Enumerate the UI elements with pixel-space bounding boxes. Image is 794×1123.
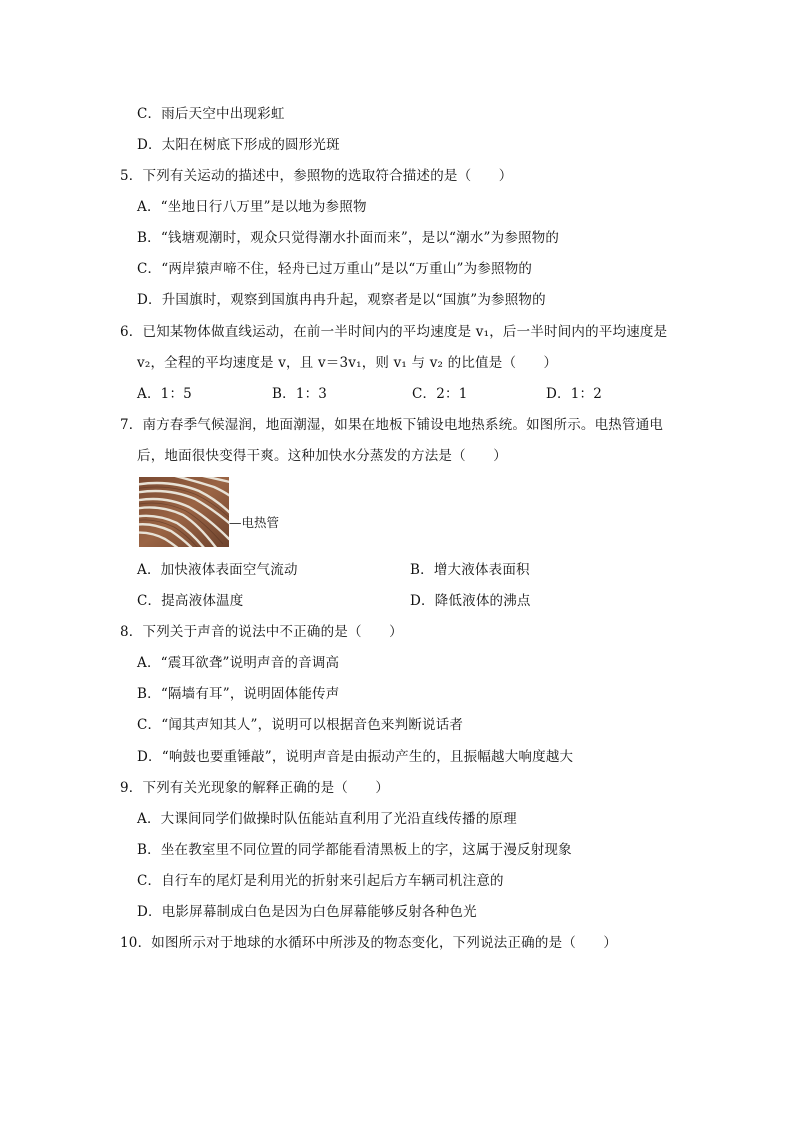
figure-label-text: 电热管	[241, 515, 280, 530]
q6-option-d: D．1：2	[546, 386, 603, 402]
heating-pipe-illustration	[139, 477, 229, 547]
q4-option-c: C．雨后天空中出现彩虹	[137, 106, 285, 122]
question-5: 5．下列有关运动的描述中，参照物的选取符合描述的是（ ）	[120, 168, 513, 184]
q5-option-b: B．“钱塘观潮时，观众只觉得潮水扑面而来”，是以“潮水”为参照物的	[137, 230, 560, 246]
question-7-line-2: 后，地面很快变得干爽。这种加快水分蒸发的方法是（ ）	[137, 448, 507, 464]
q9-option-d: D．电影屏幕制成白色是因为白色屏幕能够反射各种色光	[137, 904, 477, 920]
question-9: 9．下列有关光现象的解释正确的是（ ）	[120, 780, 390, 796]
q8-option-a: A．“震耳欲聋”说明声音的音调高	[137, 655, 340, 671]
q8-option-d: D．“响鼓也要重锤敲”，说明声音是由振动产生的，且振幅越大响度越大	[137, 749, 574, 765]
question-8: 8．下列关于声音的说法中不正确的是（ ）	[120, 624, 403, 640]
label-leader-line: —	[229, 515, 242, 530]
q8-option-c: C．“闻其声知其人”，说明可以根据音色来判断说话者	[137, 717, 464, 733]
q5-option-d: D．升国旗时，观察到国旗冉冉升起，观察者是以“国旗”为参照物的	[137, 292, 546, 308]
q5-option-c: C．“两岸猿声啼不住，轻舟已过万重山”是以“万重山”为参照物的	[137, 261, 533, 277]
q5-option-a: A．“坐地日行八万里”是以地为参照物	[137, 199, 367, 215]
question-6-line-2: v₂，全程的平均速度是 v，且 v＝3v₁，则 v₁ 与 v₂ 的比值是（ ）	[137, 355, 558, 371]
question-7-line-1: 7．南方春季气候湿润，地面潮湿，如果在地板下铺设电地热系统。如图所示。电热管通电	[120, 417, 664, 433]
figure-label	[229, 515, 279, 531]
floor-heating-pipe-image	[139, 477, 229, 547]
q9-option-b: B．坐在教室里不同位置的同学都能看清黑板上的字，这属于漫反射现象	[137, 842, 572, 858]
q6-option-b: B．1：3	[272, 386, 328, 402]
q7-option-d: D．降低液体的沸点	[410, 593, 531, 609]
q6-option-a: A．1：5	[137, 386, 192, 402]
q9-option-c: C．自行车的尾灯是利用光的折射来引起后方车辆司机注意的	[137, 873, 504, 889]
q9-option-a: A．大课间同学们做操时队伍能站直利用了光沿直线传播的原理	[137, 811, 517, 827]
q4-option-d: D．太阳在树底下形成的圆形光斑	[137, 137, 340, 153]
q6-option-c: C．2：1	[412, 386, 468, 402]
q8-option-b: B．“隔墙有耳”，说明固体能传声	[137, 686, 340, 702]
question-10: 10．如图所示对于地球的水循环中所涉及的物态变化，下列说法正确的是（ ）	[120, 935, 618, 951]
question-6-line-1: 6．已知某物体做直线运动，在前一半时间内的平均速度是 v₁，后一半时间内的平均速度是	[120, 324, 668, 340]
q7-option-b: B．增大液体表面积	[410, 562, 530, 578]
q7-option-c: C．提高液体温度	[137, 593, 244, 609]
q7-option-a: A．加快液体表面空气流动	[137, 562, 298, 578]
